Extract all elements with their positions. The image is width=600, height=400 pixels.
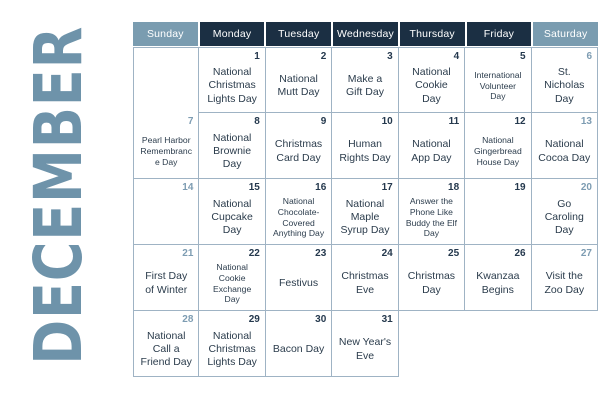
day-event-label: Christmas Eve [341, 270, 389, 296]
day-number: 1 [254, 51, 260, 62]
day-number: 13 [580, 116, 592, 127]
day-number: 2 [320, 51, 327, 62]
day-cell-21[interactable] [133, 245, 199, 311]
day-event-label: Bacon Day [272, 342, 325, 355]
day-cell-9[interactable] [266, 113, 332, 179]
day-cell-25[interactable] [399, 245, 465, 311]
day-event-label: First Day of Winter [145, 270, 188, 296]
day-number: 16 [315, 182, 327, 193]
day-cell-13[interactable] [532, 113, 598, 179]
day-number: 22 [248, 248, 260, 259]
day-number: 30 [315, 314, 327, 325]
day-cell-31[interactable] [332, 311, 398, 377]
day-event-label: St. Nicholas Day [544, 66, 585, 105]
day-cell-20[interactable] [532, 179, 598, 245]
day-number: 5 [520, 51, 526, 62]
day-event-label: New Year's Eve [338, 336, 392, 362]
day-number: 12 [514, 116, 526, 127]
day-cell-2[interactable] [266, 47, 332, 113]
calendar-week-row [133, 245, 598, 311]
day-cell-7[interactable] [133, 113, 199, 179]
day-number: 10 [381, 116, 393, 127]
day-number: 4 [453, 51, 460, 62]
day-cell-30[interactable] [266, 311, 332, 377]
day-cell-28[interactable] [133, 311, 199, 377]
day-event-label: National Maple Syrup Day [340, 197, 390, 237]
day-cell-16[interactable] [266, 179, 332, 245]
month-title [0, 25, 118, 365]
day-cell-empty [399, 311, 465, 377]
day-number: 27 [580, 248, 592, 259]
day-event-label: Make a Gift Day [346, 72, 384, 98]
day-number: 20 [580, 182, 592, 193]
day-cell-14[interactable] [133, 179, 199, 245]
day-number: 31 [381, 314, 393, 325]
day-event-label: Go Caroling Day [544, 197, 584, 237]
calendar-week-row [133, 311, 598, 377]
day-cell-29[interactable] [199, 311, 265, 377]
weekday-header-friday: Friday [467, 22, 532, 46]
day-number: 24 [381, 248, 393, 259]
weekday-header-wednesday: Wednesday [333, 22, 398, 46]
day-cell-empty [465, 311, 531, 377]
calendar-weeks [133, 47, 598, 377]
day-cell-19[interactable] [465, 179, 531, 245]
day-cell-24[interactable] [332, 245, 398, 311]
day-number: 14 [182, 182, 194, 193]
day-number: 19 [514, 182, 526, 193]
month-title-label: DECEMBER [20, 25, 97, 365]
day-event-label: National Call a Friend Day [140, 329, 192, 369]
weekday-header-sunday: Sunday [133, 22, 198, 46]
day-cell-12[interactable] [465, 113, 531, 179]
day-event-label: National Cupcake Day [211, 197, 253, 237]
day-number: 6 [586, 51, 592, 62]
day-number: 26 [514, 248, 526, 259]
day-number: 11 [448, 116, 460, 127]
day-cell-10[interactable] [332, 113, 398, 179]
day-cell-empty [133, 47, 199, 113]
day-event-label: Christmas Card Day [274, 138, 323, 164]
day-cell-22[interactable] [199, 245, 265, 311]
day-event-label: National Mutt Day [277, 72, 320, 98]
day-cell-27[interactable] [532, 245, 598, 311]
day-event-label: National Christmas Lights Day [207, 66, 257, 105]
day-number: 21 [182, 248, 194, 259]
day-event-label: Christmas Day [407, 270, 456, 296]
calendar-week-row [133, 47, 598, 113]
day-event-label: Human Rights Day [339, 138, 391, 164]
day-event-label: Answer the Phone Like Buddy the Elf Day [405, 196, 457, 239]
day-cell-11[interactable] [399, 113, 465, 179]
weekday-header-row [133, 22, 598, 46]
day-event-label: International Volunteer Day [474, 69, 522, 102]
day-number: 18 [448, 182, 460, 193]
day-number: 25 [448, 248, 460, 259]
day-cell-26[interactable] [465, 245, 531, 311]
day-cell-17[interactable] [332, 179, 398, 245]
day-event-label: Visit the Zoo Day [544, 270, 585, 296]
day-number: 17 [381, 182, 393, 193]
day-cell-3[interactable] [332, 47, 398, 113]
day-event-label: National Cookie Exchange Day [213, 262, 252, 305]
weekday-header-tuesday: Tuesday [266, 22, 331, 46]
weekday-header-saturday: Saturday [533, 22, 598, 46]
day-cell-1[interactable] [199, 47, 265, 113]
day-number: 23 [315, 248, 327, 259]
day-cell-empty [532, 311, 598, 377]
day-event-label: National Cocoa Day [538, 138, 591, 164]
day-event-label: National Chocolate-Covered Anything Day [273, 196, 325, 239]
day-cell-5[interactable] [465, 47, 531, 113]
day-cell-4[interactable] [399, 47, 465, 113]
day-cell-6[interactable] [532, 47, 598, 113]
day-number: 3 [387, 51, 393, 62]
day-event-label: National App Day [411, 138, 452, 164]
day-cell-8[interactable] [199, 113, 265, 179]
day-number: 9 [320, 116, 327, 127]
calendar-grid [133, 22, 598, 377]
day-cell-15[interactable] [199, 179, 265, 245]
day-number: 29 [248, 314, 260, 325]
day-event-label: National Christmas Lights Day [207, 329, 257, 369]
day-number: 7 [187, 116, 194, 127]
day-event-label: National Gingerbread House Day [473, 135, 522, 167]
calendar-week-row [133, 113, 598, 179]
day-event-label: Kwanzaa Begins [476, 270, 520, 296]
day-number: 8 [254, 116, 260, 127]
day-event-label: National Cookie Day [412, 66, 451, 105]
weekday-header-thursday: Thursday [400, 22, 465, 46]
calendar-week-row [133, 179, 598, 245]
day-event-label: Festivus [279, 276, 319, 289]
day-cell-23[interactable] [266, 245, 332, 311]
day-event-label: Pearl Harbor Remembrance Day [140, 135, 192, 167]
day-number: 15 [248, 182, 260, 193]
day-number: 28 [182, 314, 194, 325]
day-event-label: National Brownie Day [212, 131, 252, 171]
day-cell-18[interactable] [399, 179, 465, 245]
weekday-header-monday: Monday [200, 22, 265, 46]
